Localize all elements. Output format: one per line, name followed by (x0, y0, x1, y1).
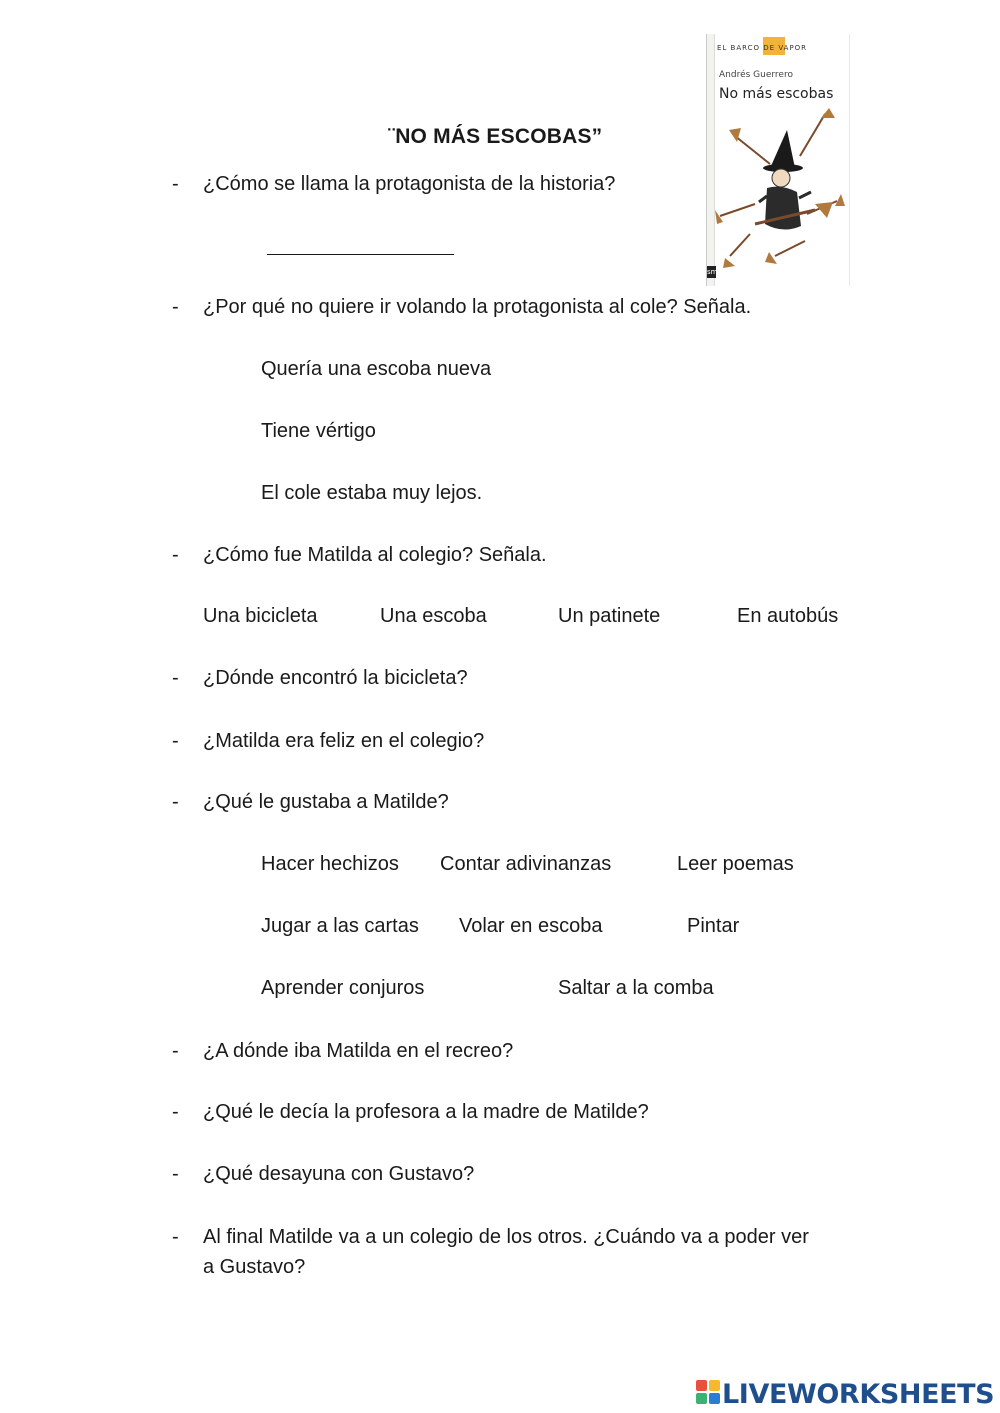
option-q6-7[interactable]: Aprender conjuros (261, 977, 425, 999)
cover-author: Andrés Guerrero (719, 70, 793, 80)
cover-title: No más escobas (719, 86, 834, 102)
option-q3-1[interactable]: Una bicicleta (203, 605, 318, 627)
bullet-dash: - (172, 296, 179, 318)
bullet-dash: - (172, 730, 179, 752)
option-q6-4[interactable]: Jugar a las cartas (261, 915, 419, 937)
worksheet-title: ¨NO MÁS ESCOBAS” (388, 125, 603, 148)
option-q3-4[interactable]: En autobús (737, 605, 839, 627)
publisher-logo: sm (707, 268, 718, 276)
bullet-dash: - (172, 173, 179, 195)
cover-series-label: EL BARCO DE VAPOR (717, 44, 808, 52)
liveworksheets-mark-icon (696, 1380, 720, 1404)
option-q2-1[interactable]: Quería una escoba nueva (261, 358, 492, 380)
question-8: ¿Qué le decía la profesora a la madre de Matilde? (203, 1101, 649, 1123)
question-2: ¿Por qué no quiere ir volando la protagonista al cole? Señala. (203, 296, 752, 318)
bullet-dash: - (172, 544, 179, 566)
book-spine (707, 34, 718, 286)
option-q2-3[interactable]: El cole estaba muy lejos. (261, 482, 483, 504)
option-q3-3[interactable]: Un patinete (558, 605, 661, 627)
question-4: ¿Dónde encontró la bicicleta? (203, 667, 468, 689)
bullet-dash: - (172, 791, 179, 813)
question-7: ¿A dónde iba Matilda en el recreo? (203, 1040, 514, 1062)
option-q6-6[interactable]: Pintar (687, 915, 740, 937)
witch-illustration-icon (715, 106, 847, 276)
option-q3-2[interactable]: Una escoba (380, 605, 487, 627)
option-q6-8[interactable]: Saltar a la comba (558, 977, 714, 999)
question-6: ¿Qué le gustaba a Matilde? (203, 791, 449, 813)
option-q6-5[interactable]: Volar en escoba (459, 915, 603, 937)
bullet-dash: - (172, 1163, 179, 1185)
bullet-dash: - (172, 1101, 179, 1123)
question-5: ¿Matilda era feliz en el colegio? (203, 730, 485, 752)
option-q6-2[interactable]: Contar adivinanzas (440, 853, 612, 875)
option-q2-2[interactable]: Tiene vértigo (261, 420, 376, 442)
bullet-dash: - (172, 1040, 179, 1062)
bullet-dash: - (172, 1226, 179, 1248)
question-10-line-1: Al final Matilde va a un colegio de los otros. ¿Cuándo va a poder ver (203, 1226, 809, 1248)
answer-blank-1[interactable] (267, 254, 454, 255)
bullet-dash: - (172, 667, 179, 689)
question-3: ¿Cómo fue Matilda al colegio? Señala. (203, 544, 547, 566)
question-1: ¿Cómo se llama la protagonista de la historia? (203, 173, 616, 195)
option-q6-1[interactable]: Hacer hechizos (261, 853, 399, 875)
question-9: ¿Qué desayuna con Gustavo? (203, 1163, 475, 1185)
brand-name: LIVEWORKSHEETS (722, 1379, 995, 1410)
option-q6-3[interactable]: Leer poemas (677, 853, 794, 875)
question-10-line-2: a Gustavo? (203, 1256, 306, 1278)
book-cover-image (706, 34, 850, 286)
